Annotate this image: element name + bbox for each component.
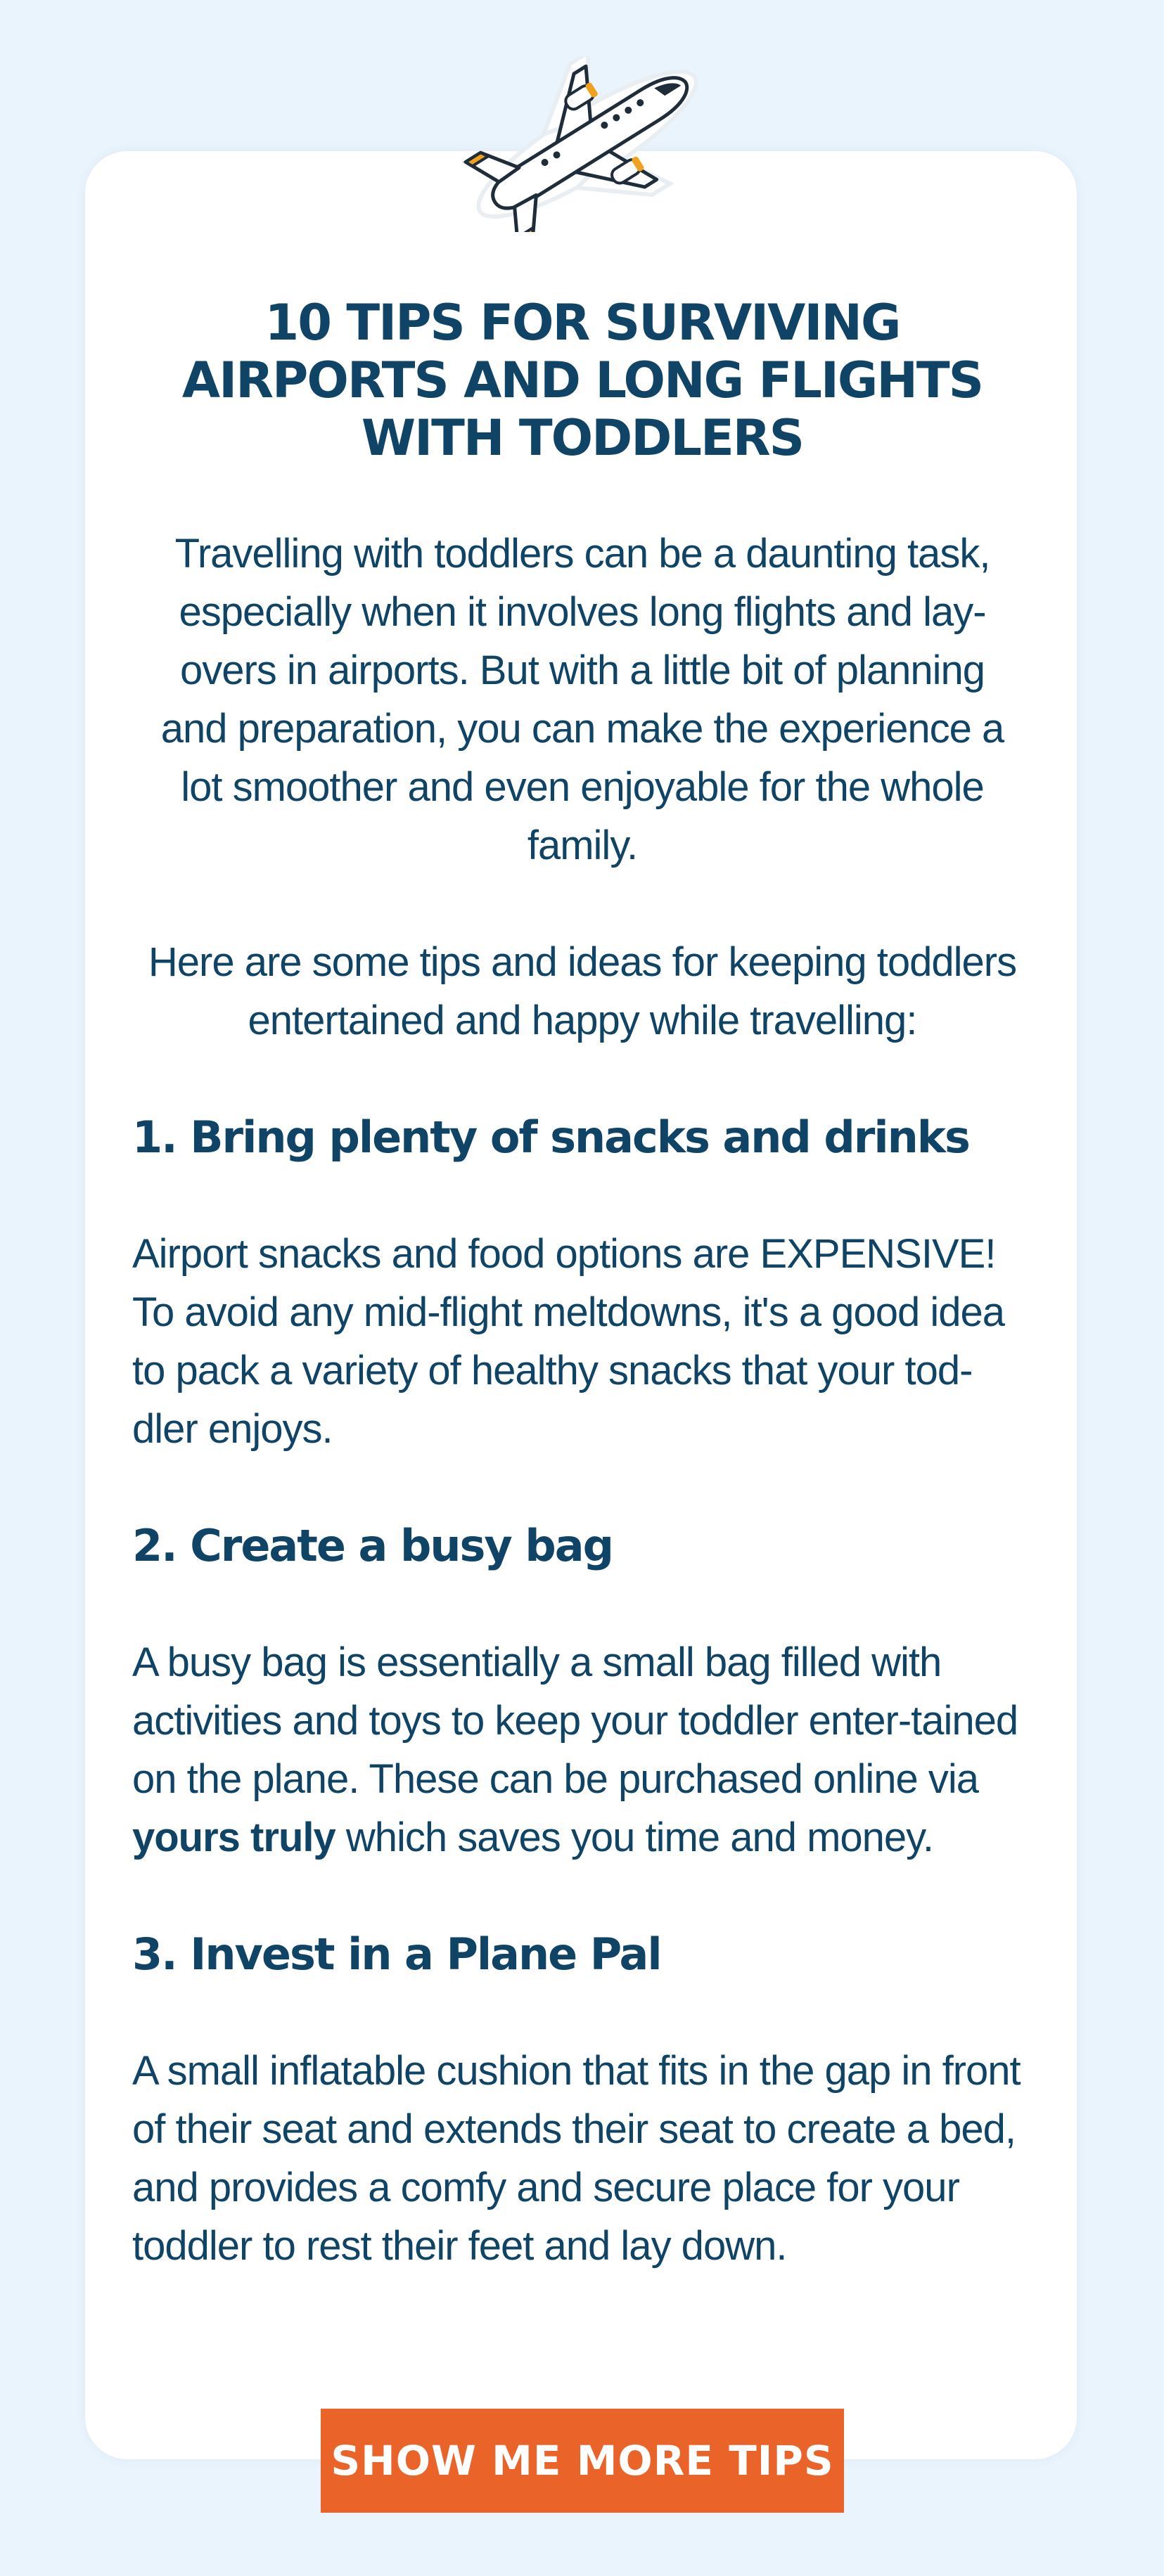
airplane-icon bbox=[450, 56, 724, 232]
tip-body-1: Airport snacks and food options are EXPENSIVE! To avoid any mid-flight meltdowns, it's a good idea to pack a variety of healthy snacks that your tod-dler enjoys. bbox=[132, 1231, 1004, 1452]
show-more-tips-button[interactable]: SHOW ME MORE TIPS bbox=[321, 2409, 844, 2513]
tip-body-2-end: which saves you time and money. bbox=[335, 1815, 933, 1860]
tip-body-2 bbox=[132, 1633, 1032, 1867]
page-title: 10 TIPS FOR SURVIVING AIRPORTS AND LONG FLIGHTS WITH TODDLERS bbox=[181, 294, 983, 467]
tip-heading-2: 2. Create a busy bag bbox=[132, 1520, 613, 1571]
tip-heading-3: 3. Invest in a Plane Pal bbox=[132, 1928, 661, 1980]
intro-paragraph-2: Here are some tips and ideas for keeping toddlers entertained and happy while travelling: bbox=[148, 939, 1017, 1043]
article-content bbox=[132, 294, 1032, 2275]
intro-paragraph: Travelling with toddlers can be a daunting task, especially when it involves long flights and lay-overs in airports. But with a little bit of planning and preparation, you can make the experience a lot smoother and even enjoyable for the whole family. bbox=[160, 531, 1004, 868]
yours-truly-link[interactable]: yours truly bbox=[132, 1815, 335, 1860]
tip-body-2-start: A busy bag is essentially a small bag filled with activities and toys to keep your toddler enter-tained on the plane. These can be purchased online via bbox=[132, 1640, 1018, 1802]
tip-body-3: A small inflatable cushion that fits in the gap in front of their seat and extends their seat to create a bed, and provides a comfy and secure place for your toddler to rest their feet and lay down. bbox=[132, 2048, 1021, 2269]
tip-heading-1: 1. Bring plenty of snacks and drinks bbox=[132, 1112, 969, 1163]
